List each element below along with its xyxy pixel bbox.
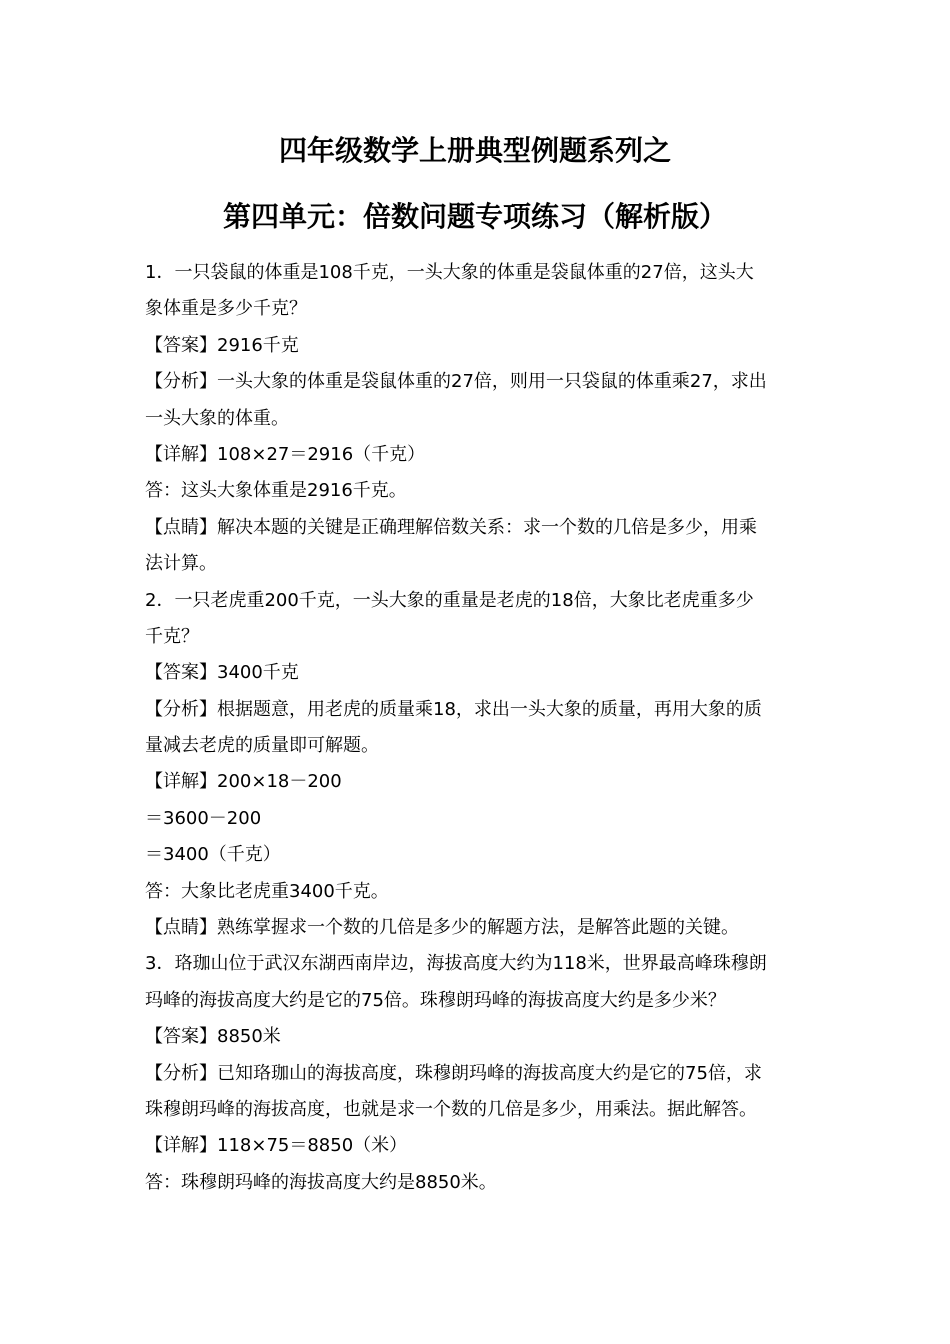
text-line: 2．一只老虎重200千克，一头大象的重量是老虎的18倍，大象比老虎重多少 <box>145 589 754 611</box>
text-line: ＝3600－200 <box>145 807 262 829</box>
text-line: 【答案】8850米 <box>145 1026 281 1048</box>
document-body <box>145 255 815 1201</box>
text-line: 1．一只袋鼠的体重是108千克，一头大象的体重是袋鼠体重的27倍，这头大 <box>145 262 754 283</box>
text-line: 【答案】2916千克 <box>145 334 299 356</box>
text-line: 【点睛】熟练掌握求一个数的几倍是多少的解题方法，是解答此题的关键。 <box>145 917 739 939</box>
text-line: 一头大象的体重。 <box>145 407 289 429</box>
document-title: 四年级数学上册典型例题系列之 <box>278 134 671 167</box>
text-line: 珠穆朗玛峰的海拔高度，也就是求一个数的几倍是多少，用乘法。据此解答。 <box>145 1098 757 1120</box>
text-line: 【答案】3400千克 <box>145 662 299 684</box>
text-line: 【点睛】解决本题的关键是正确理解倍数关系：求一个数的几倍是多少，用乘 <box>145 516 757 538</box>
text-line: 量减去老虎的质量即可解题。 <box>145 735 379 757</box>
text-line: 【分析】根据题意，用老虎的质量乘18，求出一头大象的质量，再用大象的质 <box>145 698 762 720</box>
text-line: 玛峰的海拔高度大约是它的75倍。珠穆朗玛峰的海拔高度大约是多少米？ <box>145 989 726 1011</box>
text-line: 【详解】118×75＝8850（米） <box>145 1135 408 1157</box>
text-line: 法计算。 <box>145 553 217 575</box>
text-line: 【详解】200×18－200 <box>145 771 342 793</box>
text-line: 【分析】已知珞珈山的海拔高度，珠穆朗玛峰的海拔高度大约是它的75倍，求 <box>145 1062 762 1084</box>
text-line: 千克？ <box>145 625 199 647</box>
document-subtitle: 第四单元：倍数问题专项练习（解析版） <box>222 200 727 233</box>
text-line: 答：这头大象体重是2916千克。 <box>145 480 407 502</box>
text-line: 【分析】一头大象的体重是袋鼠体重的27倍，则用一只袋鼠的体重乘27，求出 <box>145 371 767 393</box>
text-line: 答：珠穆朗玛峰的海拔高度大约是8850米。 <box>145 1171 497 1193</box>
text-line: 3．珞珈山位于武汉东湖西南岸边，海拔高度大约为118米，世界最高峰珠穆朗 <box>145 953 767 975</box>
text-line: 【详解】108×27＝2916（千克） <box>145 443 426 465</box>
text-line: 答：大象比老虎重3400千克。 <box>145 880 389 902</box>
text-line: ＝3400（千克） <box>145 844 281 866</box>
text-line: 象体重是多少千克？ <box>145 298 307 320</box>
